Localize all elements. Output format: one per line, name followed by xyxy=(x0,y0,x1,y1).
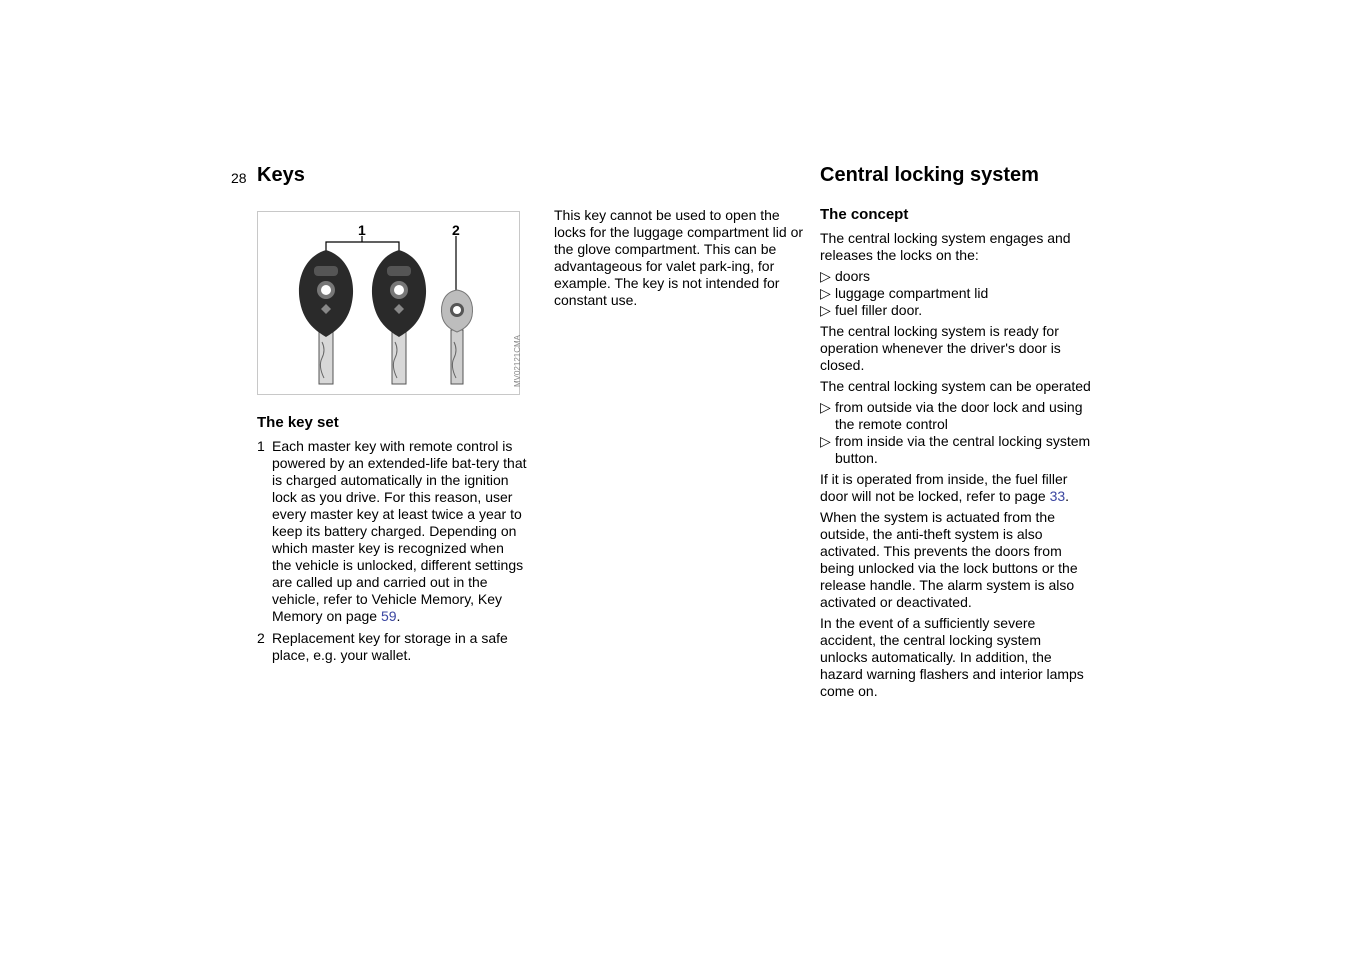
paragraph: If it is operated from inside, the fuel filler door will not be locked, refer to page 33. xyxy=(820,471,1070,504)
key-set-list xyxy=(257,438,527,664)
keys-illustration xyxy=(257,211,520,395)
key-set-list-container xyxy=(257,438,527,669)
triangle-bullet-icon: ▷ xyxy=(820,268,831,284)
right-column-body xyxy=(820,230,1092,704)
master-key-icon xyxy=(372,250,426,384)
triangle-bullet-icon: ▷ xyxy=(820,285,831,301)
item-number: 1 xyxy=(257,438,265,454)
page-link-33[interactable]: 33 xyxy=(1049,488,1066,504)
list-item: ▷ from outside via the door lock and using the remote control xyxy=(820,399,1083,432)
section-title-central-locking: Central locking system xyxy=(820,164,1039,186)
operation-list xyxy=(820,399,1092,467)
locks-list xyxy=(820,268,1092,319)
paragraph: In the event of a sufficiently severe accident, the central locking system unlocks automatically. In addition, the hazard warning flashers and interior lamps come on. xyxy=(820,615,1084,699)
middle-column xyxy=(554,207,806,313)
list-item xyxy=(257,630,527,664)
list-item: ▷ from inside via the central locking system button. xyxy=(820,433,1091,466)
keys-illustration-graphic xyxy=(258,212,519,394)
list-item xyxy=(257,438,527,625)
paragraph: The central locking system is ready for operation whenever the driver's door is closed. xyxy=(820,323,1061,373)
item-text: Each master key with remote control is powered by an extended-life bat-tery that is charged automatically in the ignition lock as you drive. For this reason, user every master key at least twice a year to keep its battery charged. Depending on which master key is recognized when the vehicle is unlocked, different settings are called up and carried out in the vehicle, refer to Vehicle Memory, Key Memory on page 59. xyxy=(272,438,527,624)
item-text: Replacement key for storage in a safe place, e.g. your wallet. xyxy=(272,630,508,663)
paragraph: The central locking system engages and releases the locks on the: xyxy=(820,230,1071,263)
list-item: ▷ luggage compartment lid xyxy=(820,285,989,301)
list-item: ▷ fuel filler door. xyxy=(820,302,923,318)
replacement-key-icon xyxy=(442,290,473,384)
callout-2: 2 xyxy=(452,222,460,238)
master-key-icon xyxy=(299,250,353,384)
triangle-bullet-icon: ▷ xyxy=(820,302,831,318)
valet-key-paragraph: This key cannot be used to open the locks for the luggage compartment lid or the glove compartment. This can be advantageous for valet park-ing, for example. The key is not intended for constant use. xyxy=(554,207,804,308)
triangle-bullet-icon: ▷ xyxy=(820,433,831,449)
paragraph: When the system is actuated from the outside, the anti-theft system is also activated. This prevents the doors from being unlocked via the lock buttons or the release handle. The alarm system is also activated or deactivated. xyxy=(820,509,1078,610)
paragraph: The central locking system can be operated xyxy=(820,378,1091,394)
page-number: 28 xyxy=(231,170,247,186)
page-link-59[interactable]: 59 xyxy=(380,608,397,624)
item-number: 2 xyxy=(257,630,265,646)
figure-code: MV02121CMA xyxy=(513,335,522,388)
list-item: ▷ doors xyxy=(820,268,871,284)
triangle-bullet-icon: ▷ xyxy=(820,399,831,415)
callout-1: 1 xyxy=(358,222,366,238)
key-set-heading: The key set xyxy=(257,414,339,431)
concept-heading: The concept xyxy=(820,206,909,223)
section-title-keys: Keys xyxy=(257,164,305,186)
